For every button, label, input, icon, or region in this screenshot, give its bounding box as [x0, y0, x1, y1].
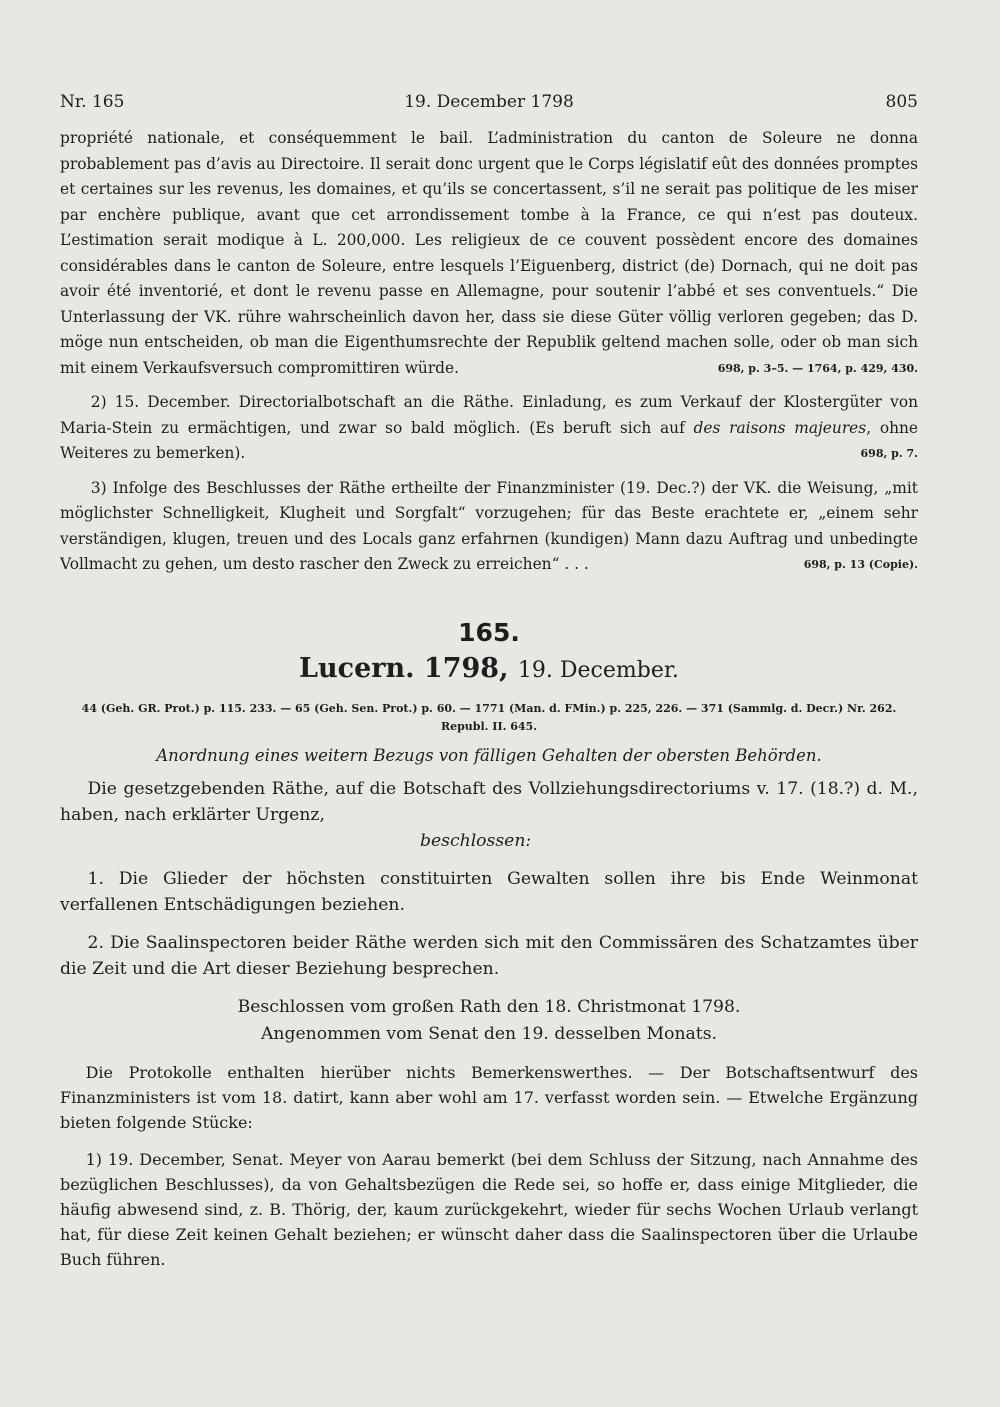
item-2-text-b: , ohne Weiteres zu bemerken). [60, 418, 919, 462]
item-3 [60, 476, 918, 578]
document-dateline [60, 652, 918, 688]
date-header: 19. December 1798 [404, 92, 574, 112]
document-number: 165. [458, 617, 520, 647]
editorial-note: Die Protokolle enthalten hierüber nichts Bemerkenswerthes. — Der Botschaftsentwurf des Finanzministers ist vom 18. datirt, kann aber wohl am 17. verfasst worden sein. — Etwelche Ergänzung bieten folgende Stücke: [60, 1062, 918, 1132]
place-year: Lucern. 1798, [299, 652, 509, 684]
article-2: 2. Die Saalinspectoren beider Räthe werden sich mit den Commissären des Schatzamtes über die Zeit und die Art dieser Beziehung besprechen. [60, 932, 918, 979]
source-reference: 698, p. 3–5. — 1764, p. 429, 430. [717, 361, 918, 375]
preamble: Die gesetzgebenden Räthe, auf die Botschaft des Vollziehungsdirectoriums v. 17. (18.?) d. M., haben, nach erklärter Urgenz, [60, 778, 918, 825]
source-reference: 698, p. 7. [860, 447, 918, 460]
document-number-header: Nr. 165 [60, 92, 125, 112]
item-3-text: 3) Infolge des Beschlusses der Räthe ertheilte der Finanzminister (19. Dec.?) der VK. die Weisung, „mit möglichster Schnelligkeit, Klugheit und Sorgfalt“ vorzugehen; für das Beste erachtete er, „einem sehr verständigen, klugen, treuen und des Locals ganz erfahrnen (kundigen) Mann dazu Auftrag und unbedingte Vollmacht zu gehen, um desto rascher den Zweck zu erreichen“ . . . [60, 478, 918, 573]
closing-line-1: Beschlossen vom großen Rath den 18. Christmonat 1798. [237, 996, 741, 1017]
item-2 [60, 390, 918, 467]
item-2-text-a: 2) 15. December. Directorialbotschaft an die Räthe. Einladung, es zum Verkauf der Klostergüter von Maria-Stein zu ermächtigen, und zwar so bald möglich. (Es beruft sich auf [60, 393, 918, 437]
continuation-paragraph [60, 126, 918, 381]
page-body [60, 126, 918, 1272]
running-header [60, 92, 918, 116]
source-reference: 698, p. 13 (Copie). [803, 558, 918, 571]
closing-formula [60, 994, 918, 1048]
piece-1: 1) 19. December, Senat. Meyer von Aarau bemerkt (bei dem Schluss der Sitzung, nach Annahme des bezüglichen Beschlusses), da von Gehaltsbezügen die Rede sei, so hoffe er, dass einige Mitglieder, die häufig abwesend sind, z. B. Thörig, der, kaum zurückgekehrt, wieder für sechs Wochen Urlaub verlangt hat, für diese Zeit keinen Gehalt beziehen; er wünscht daher dass die Saalinspectoren über die Urlaube Buch führen. [60, 1149, 918, 1269]
closing-line-2: Angenommen vom Senat den 19. desselben Monats. [261, 1023, 717, 1044]
continuation-text: propriété nationale, et conséquemment le bail. L’administration du canton de Soleure ne donna probablement pas d’avis au Directoire. Il serait donc urgent que le Corps législatif eût des données promptes et certaines sur les revenus, les domaines, et qu’ils se concertassent, s’il ne serait pas politique de les miser par enchère publique, avant que cet arrondissement tombe à la France, ce qui n’est pas douteux. L’estimation serait modique à L. 200,000. Les religieux de ce couvent possèdent encore des domaines considérables dans le canton de Soleure, entre lesquels l’Eiguenberg, district (de) Dornach, qui ne doit pas avoir été inventorié, et dont le revenu passe en Allemagne, pour soutenir l’abbé et ses conventuels.“ Die Unterlassung der VK. rühre wahrscheinlich davon her, dass sie diese Güter völlig verloren gegeben; das D. möge nun entscheiden, ob man die Eigenthumsrechte der Republik geltend machen solle, oder ob man sich mit einem Verkaufsversuch compromittiren würde. [60, 129, 918, 377]
source-list: 44 (Geh. GR. Prot.) p. 115. 233. — 65 (Geh. Sen. Prot.) p. 60. — 1771 (Man. d. FMin.) p. 225, 226. — 371 (Sammlg. d. Decr.) Nr. 262. Republ. II. 645. [81, 701, 897, 733]
resolved-heading: beschlossen: [420, 830, 532, 851]
item-2-italic: des raisons majeures [693, 418, 867, 437]
day-month: 19. December. [517, 657, 679, 683]
page-number: 805 [885, 92, 918, 112]
document-subject: Anordnung eines weitern Bezugs von fälligen Gehalten der obersten Behörden. [156, 745, 822, 765]
article-1: 1. Die Glieder der höchsten constituirten Gewalten sollen ihre bis Ende Weinmonat verfallenen Entschädigungen beziehen. [60, 868, 918, 915]
